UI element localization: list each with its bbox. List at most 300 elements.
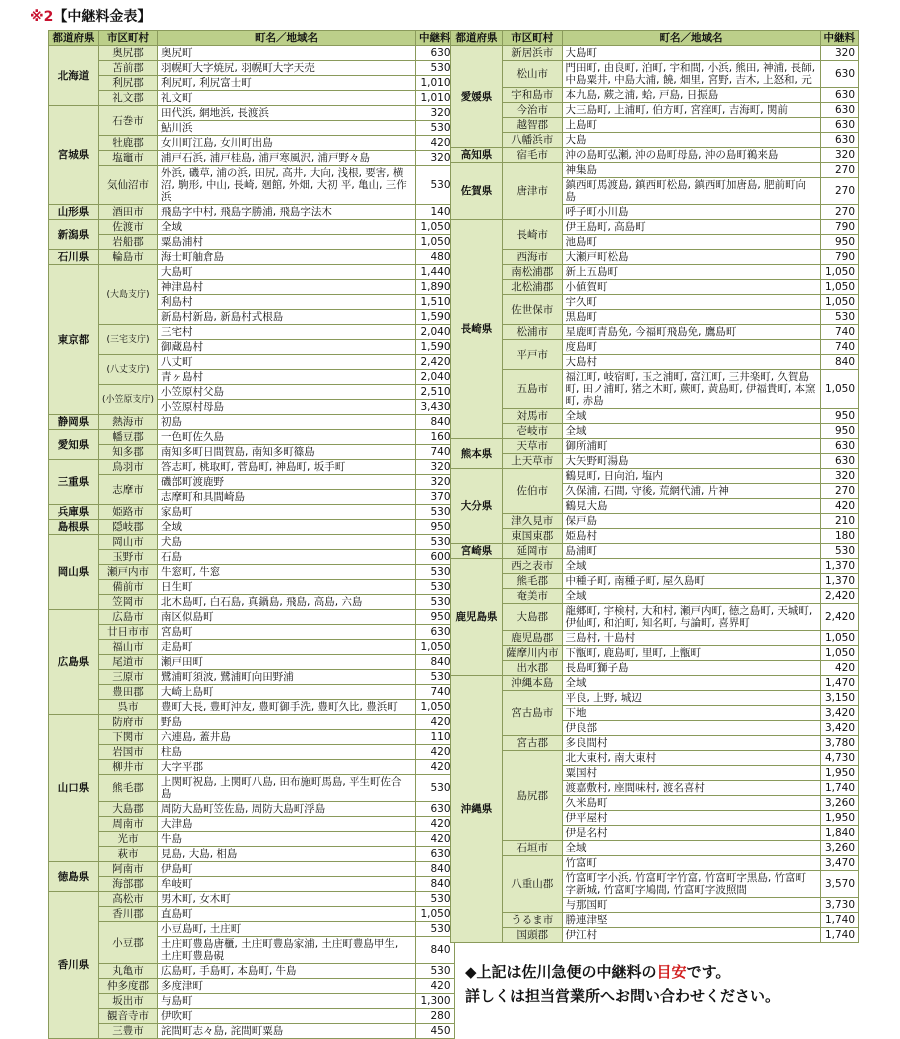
fee-cell: 530: [820, 310, 859, 325]
table-row: [49, 76, 455, 91]
town-cell: 本九島, 蕨之浦, 蛤, 戸島, 日振島: [562, 88, 820, 103]
footnote-highlight: 目安: [656, 963, 687, 981]
municipality-cell: 宮古島市: [503, 691, 563, 736]
town-cell: 大三島町, 上浦町, 伯方町, 宮窪町, 吉海町, 関前: [562, 103, 820, 118]
town-cell: 犬島: [158, 535, 416, 550]
relay-fee-table-left: [48, 30, 455, 1039]
municipality-cell: 平戸市: [503, 340, 563, 370]
town-cell: 小豆島町, 土庄町: [158, 922, 416, 937]
town-cell: 大島町: [158, 265, 416, 280]
municipality-cell: 下関市: [99, 730, 158, 745]
town-cell: 北大東村, 南大東村: [562, 751, 820, 766]
prefecture-cell: 鹿児島県: [451, 559, 503, 676]
municipality-cell: 佐渡市: [99, 220, 158, 235]
fee-cell: 270: [820, 178, 859, 205]
municipality-cell: 長崎市: [503, 220, 563, 250]
town-cell: 竹富町字小浜, 竹富町字竹富, 竹富町字黒島, 竹富町字新城, 竹富町字鳩間, 竹富町字波照間: [562, 871, 820, 898]
municipality-cell: 海部郡: [99, 877, 158, 892]
town-cell: 三島村, 十島村: [562, 631, 820, 646]
table-row: [451, 409, 859, 424]
municipality-cell: 志摩市: [99, 475, 158, 505]
municipality-cell: 佐世保市: [503, 295, 563, 325]
fee-cell: 160: [416, 430, 455, 445]
table-row: [49, 520, 455, 535]
table-row: [49, 685, 455, 700]
table-row: [451, 928, 859, 943]
fee-cell: 270: [820, 163, 859, 178]
municipality-cell: 熱海市: [99, 415, 158, 430]
municipality-cell: 宮古郡: [503, 736, 563, 751]
fee-cell: 840: [820, 355, 859, 370]
fee-cell: 1,740: [820, 913, 859, 928]
table-row: [49, 715, 455, 730]
town-cell: 羽幌町大字焼尻, 羽幌町大字天売: [158, 61, 416, 76]
fee-cell: 840: [416, 937, 455, 964]
town-cell: 大字平郡: [158, 760, 416, 775]
fee-cell: 840: [416, 415, 455, 430]
town-cell: 南区似島町: [158, 610, 416, 625]
municipality-cell: 国頭郡: [503, 928, 563, 943]
table-row: [49, 847, 455, 862]
municipality-cell: 香川郡: [99, 907, 158, 922]
table-row: [49, 907, 455, 922]
town-cell: 平良, 上野, 城辺: [562, 691, 820, 706]
municipality-cell: 宇和島市: [503, 88, 563, 103]
table-row: [49, 877, 455, 892]
header-town: 町名／地域名: [158, 31, 416, 46]
fee-cell: 1,050: [416, 907, 455, 922]
fee-cell: 600: [416, 550, 455, 565]
table-row: [451, 736, 859, 751]
table-row: [451, 340, 859, 355]
fee-cell: 1,050: [416, 700, 455, 715]
left-column: [48, 30, 455, 1039]
town-cell: 鶴見町, 日向泊, 塩内: [562, 469, 820, 484]
fee-cell: 270: [820, 205, 859, 220]
table-row: [49, 151, 455, 166]
municipality-cell: 備前市: [99, 580, 158, 595]
fee-cell: 740: [820, 340, 859, 355]
table-row: [49, 475, 455, 490]
municipality-cell: 福山市: [99, 640, 158, 655]
town-cell: 日生町: [158, 580, 416, 595]
town-cell: 大津島: [158, 817, 416, 832]
fee-cell: 630: [820, 103, 859, 118]
town-cell: 伊平屋村: [562, 811, 820, 826]
town-cell: 柱島: [158, 745, 416, 760]
table-row: [49, 595, 455, 610]
table-row: [451, 424, 859, 439]
town-cell: 直島町: [158, 907, 416, 922]
municipality-cell: 宿毛市: [503, 148, 563, 163]
municipality-cell: 気仙沼市: [99, 166, 158, 205]
fee-cell: 1,050: [820, 646, 859, 661]
municipality-cell: 対馬市: [503, 409, 563, 424]
branch-office-cell: (三宅支庁): [99, 325, 158, 355]
table-row: [451, 148, 859, 163]
table-row: [49, 979, 455, 994]
town-cell: 牛島: [158, 832, 416, 847]
table-row: [451, 631, 859, 646]
town-cell: 大島村: [562, 355, 820, 370]
town-cell: 鶴見大島: [562, 499, 820, 514]
table-row: [49, 610, 455, 625]
fee-cell: 1,050: [416, 640, 455, 655]
prefecture-cell: 山口県: [49, 715, 99, 862]
prefecture-cell: 山形県: [49, 205, 99, 220]
town-cell: 度島町: [562, 340, 820, 355]
town-cell: 男木町, 女木町: [158, 892, 416, 907]
table-row: [49, 862, 455, 877]
municipality-cell: 津久見市: [503, 514, 563, 529]
header-town: 町名／地域名: [562, 31, 820, 46]
fee-cell: 420: [416, 979, 455, 994]
table-row: [451, 280, 859, 295]
fee-cell: 530: [416, 565, 455, 580]
fee-cell: 3,260: [820, 841, 859, 856]
town-cell: 青ヶ島村: [158, 370, 416, 385]
municipality-cell: 鹿児島郡: [503, 631, 563, 646]
town-cell: 一色町佐久島: [158, 430, 416, 445]
table-row: [49, 220, 455, 235]
town-cell: 宮島町: [158, 625, 416, 640]
municipality-cell: 尾道市: [99, 655, 158, 670]
table-row: [49, 325, 455, 340]
table-row: [49, 535, 455, 550]
fee-cell: 530: [416, 892, 455, 907]
fee-cell: 530: [416, 61, 455, 76]
fee-cell: 630: [416, 46, 455, 61]
fee-cell: 450: [416, 1024, 455, 1039]
town-cell: 大矢野町湯島: [562, 454, 820, 469]
fee-cell: 420: [416, 817, 455, 832]
prefecture-cell: 三重県: [49, 460, 99, 505]
town-cell: 大島: [562, 133, 820, 148]
table-row: [49, 964, 455, 979]
town-cell: 八丈町: [158, 355, 416, 370]
fee-cell: 530: [416, 580, 455, 595]
town-cell: 与那国町: [562, 898, 820, 913]
town-cell: 小笠原村母島: [158, 400, 416, 415]
prefecture-cell: 岡山県: [49, 535, 99, 610]
fee-cell: 210: [820, 514, 859, 529]
town-cell: 礼文町: [158, 91, 416, 106]
fee-cell: 320: [416, 475, 455, 490]
fee-cell: 420: [820, 499, 859, 514]
town-cell: 見島, 大島, 相島: [158, 847, 416, 862]
fee-cell: 1,440: [416, 265, 455, 280]
table-row: [451, 559, 859, 574]
table-row: [451, 913, 859, 928]
table-row: [49, 775, 455, 802]
town-cell: 土庄町豊島唐櫃, 土庄町豊島家浦, 土庄町豊島甲生, 土庄町豊島硯: [158, 937, 416, 964]
fee-cell: 320: [820, 469, 859, 484]
table-row: [451, 691, 859, 706]
fee-cell: 530: [416, 121, 455, 136]
table-row: [49, 505, 455, 520]
table-row: [451, 514, 859, 529]
fee-cell: 320: [416, 106, 455, 121]
page-title: [30, 6, 151, 26]
town-cell: 大崎上島町: [158, 685, 416, 700]
table-row: [451, 676, 859, 691]
fee-cell: 950: [820, 409, 859, 424]
municipality-cell: 五島市: [503, 370, 563, 409]
town-cell: 神津島村: [158, 280, 416, 295]
fee-cell: 4,730: [820, 751, 859, 766]
municipality-cell: 石巻市: [99, 106, 158, 136]
table-header-row: [451, 31, 859, 46]
fee-cell: 3,420: [820, 721, 859, 736]
fee-cell: 2,040: [416, 370, 455, 385]
table-row: [49, 385, 455, 400]
municipality-cell: 広島市: [99, 610, 158, 625]
right-column: [450, 30, 859, 943]
fee-cell: 740: [820, 325, 859, 340]
table-row: [451, 325, 859, 340]
town-cell: 御蔵島村: [158, 340, 416, 355]
table-row: [49, 994, 455, 1009]
fee-cell: 630: [820, 133, 859, 148]
fee-cell: 530: [820, 544, 859, 559]
fee-cell: 1,050: [416, 220, 455, 235]
fee-cell: 2,420: [416, 355, 455, 370]
fee-cell: 180: [820, 529, 859, 544]
town-cell: 志摩町和具間崎島: [158, 490, 416, 505]
table-row: [49, 430, 455, 445]
table-row: [451, 454, 859, 469]
prefecture-cell: 熊本県: [451, 439, 503, 469]
fee-cell: 3,260: [820, 796, 859, 811]
town-cell: 伊王島町, 高島町: [562, 220, 820, 235]
header-municipality: 市区町村: [99, 31, 158, 46]
prefecture-cell: 徳島県: [49, 862, 99, 892]
fee-cell: 1,300: [416, 994, 455, 1009]
town-cell: 久保浦, 石間, 守後, 荒網代浦, 片神: [562, 484, 820, 499]
table-row: [49, 61, 455, 76]
municipality-cell: 豊田郡: [99, 685, 158, 700]
table-row: [49, 136, 455, 151]
municipality-cell: 岡山市: [99, 535, 158, 550]
town-cell: 新上五島町: [562, 265, 820, 280]
town-cell: 上関町祝島, 上関町八島, 田布施町馬島, 平生町佐合島: [158, 775, 416, 802]
table-row: [49, 625, 455, 640]
town-cell: 保戸島: [562, 514, 820, 529]
municipality-cell: 天草市: [503, 439, 563, 454]
town-cell: 全域: [158, 220, 416, 235]
town-cell: 石島: [158, 550, 416, 565]
table-row: [451, 118, 859, 133]
municipality-cell: 丸亀市: [99, 964, 158, 979]
town-cell: 龍郷町, 宇検村, 大和村, 瀬戸内町, 徳之島町, 天城町, 伊仙町, 和泊町, 知名町, 与論町, 喜界町: [562, 604, 820, 631]
fee-cell: 630: [416, 625, 455, 640]
municipality-cell: 幡豆郡: [99, 430, 158, 445]
fee-cell: 530: [416, 922, 455, 937]
town-cell: 小値賀町: [562, 280, 820, 295]
header-prefecture: 都道府県: [451, 31, 503, 46]
town-cell: 星鹿町青島免, 今福町飛島免, 鷹島町: [562, 325, 820, 340]
table-row: [49, 415, 455, 430]
prefecture-cell: 愛知県: [49, 430, 99, 460]
prefecture-cell: 愛媛県: [451, 46, 503, 148]
municipality-cell: 薩摩川内市: [503, 646, 563, 661]
fee-cell: 1,470: [820, 676, 859, 691]
fee-cell: 630: [416, 847, 455, 862]
table-row: [451, 220, 859, 235]
table-row: [451, 103, 859, 118]
footnote-text: ◆上記は佐川急便の中継料の: [465, 963, 657, 981]
town-cell: 中種子町, 南種子町, 屋久島町: [562, 574, 820, 589]
town-cell: 全域: [562, 589, 820, 604]
table-row: [49, 250, 455, 265]
town-cell: 磯部町渡鹿野: [158, 475, 416, 490]
fee-cell: 1,010: [416, 76, 455, 91]
municipality-cell: 西之表市: [503, 559, 563, 574]
municipality-cell: 岩国市: [99, 745, 158, 760]
fee-cell: 1,050: [820, 370, 859, 409]
fee-cell: 1,050: [820, 265, 859, 280]
table-row: [451, 46, 859, 61]
fee-cell: 420: [416, 745, 455, 760]
prefecture-cell: 高知県: [451, 148, 503, 163]
municipality-cell: 佐伯市: [503, 469, 563, 514]
table-row: [451, 751, 859, 766]
prefecture-cell: 長崎県: [451, 220, 503, 439]
fee-cell: 740: [416, 685, 455, 700]
fee-cell: 530: [416, 964, 455, 979]
table-row: [49, 445, 455, 460]
town-cell: 鮎川浜: [158, 121, 416, 136]
municipality-cell: うるま市: [503, 913, 563, 928]
fee-cell: 2,510: [416, 385, 455, 400]
municipality-cell: 玉野市: [99, 550, 158, 565]
fee-cell: 3,780: [820, 736, 859, 751]
table-row: [49, 700, 455, 715]
town-cell: 渡嘉敷村, 座間味村, 渡名喜村: [562, 781, 820, 796]
town-cell: 伊江村: [562, 928, 820, 943]
fee-cell: 530: [416, 505, 455, 520]
table-row: [49, 655, 455, 670]
fee-cell: 420: [416, 760, 455, 775]
table-row: [451, 661, 859, 676]
fee-cell: 790: [820, 250, 859, 265]
municipality-cell: 岩船郡: [99, 235, 158, 250]
municipality-cell: 苫前郡: [99, 61, 158, 76]
fee-cell: 1,050: [416, 235, 455, 250]
fee-cell: 1,840: [820, 826, 859, 841]
town-cell: 六連島, 蓋井島: [158, 730, 416, 745]
table-row: [49, 1009, 455, 1024]
town-cell: 小笠原村父島: [158, 385, 416, 400]
town-cell: 多度津町: [158, 979, 416, 994]
fee-cell: 630: [820, 454, 859, 469]
table-header-row: [49, 31, 455, 46]
town-cell: 大瀬戸町松島: [562, 250, 820, 265]
fee-cell: 320: [416, 151, 455, 166]
footnote-line-2: 詳しくは担当営業所へお問い合わせください。: [465, 987, 781, 1005]
table-row: [451, 529, 859, 544]
fee-cell: 320: [416, 460, 455, 475]
fee-cell: 280: [416, 1009, 455, 1024]
town-cell: 粟国村: [562, 766, 820, 781]
table-row: [49, 760, 455, 775]
town-cell: 三宅村: [158, 325, 416, 340]
municipality-cell: 越智郡: [503, 118, 563, 133]
town-cell: 全域: [562, 424, 820, 439]
town-cell: 下甑町, 鹿島町, 里町, 上甑町: [562, 646, 820, 661]
town-cell: 初島: [158, 415, 416, 430]
town-cell: 宇久町: [562, 295, 820, 310]
fee-cell: 840: [416, 655, 455, 670]
town-cell: 大島町: [562, 46, 820, 61]
fee-cell: 530: [416, 535, 455, 550]
fee-cell: 1,950: [820, 811, 859, 826]
municipality-cell: 仲多度郡: [99, 979, 158, 994]
fee-cell: 530: [416, 166, 455, 205]
table-row: [49, 355, 455, 370]
table-row: [451, 370, 859, 409]
footnote: [465, 960, 780, 1008]
table-row: [451, 439, 859, 454]
title-mark: ※2: [30, 9, 54, 25]
municipality-cell: 酒田市: [99, 205, 158, 220]
municipality-cell: 北松浦郡: [503, 280, 563, 295]
fee-cell: 420: [416, 832, 455, 847]
town-cell: 牛窓町, 牛窓: [158, 565, 416, 580]
prefecture-cell: 宮崎県: [451, 544, 503, 559]
prefecture-cell: 香川県: [49, 892, 99, 1039]
prefecture-cell: 北海道: [49, 46, 99, 106]
fee-cell: 790: [820, 220, 859, 235]
town-cell: 伊是名村: [562, 826, 820, 841]
fee-cell: 1,950: [820, 766, 859, 781]
table-row: [451, 265, 859, 280]
town-cell: 多良間村: [562, 736, 820, 751]
header-fee: 中継料: [820, 31, 859, 46]
municipality-cell: 松浦市: [503, 325, 563, 340]
fee-cell: 3,470: [820, 856, 859, 871]
fee-cell: 3,730: [820, 898, 859, 913]
fee-cell: 2,420: [820, 589, 859, 604]
prefecture-cell: 兵庫県: [49, 505, 99, 520]
municipality-cell: 三原市: [99, 670, 158, 685]
fee-cell: 420: [416, 715, 455, 730]
municipality-cell: 南松浦郡: [503, 265, 563, 280]
municipality-cell: 呉市: [99, 700, 158, 715]
table-row: [49, 817, 455, 832]
footnote-line-1: [465, 960, 780, 984]
table-row: [451, 61, 859, 88]
table-row: [451, 589, 859, 604]
town-cell: 周防大島町笠佐島, 周防大島町浮島: [158, 802, 416, 817]
fee-cell: 840: [416, 862, 455, 877]
municipality-cell: 三豊市: [99, 1024, 158, 1039]
town-cell: 外浜, 磯草, 浦の浜, 田尻, 高井, 大向, 浅根, 要害, 横沼, 駒形, 中山, 長崎, 廻館, 外畑, 大初 平, 亀山, 三作浜: [158, 166, 416, 205]
table-row: [49, 106, 455, 121]
municipality-cell: 防府市: [99, 715, 158, 730]
table-row: [49, 460, 455, 475]
municipality-cell: 鳥羽市: [99, 460, 158, 475]
table-row: [49, 550, 455, 565]
title-text: 【中継料金表】: [53, 9, 152, 25]
fee-cell: 370: [416, 490, 455, 505]
municipality-cell: 大島郡: [503, 604, 563, 631]
municipality-cell: 周南市: [99, 817, 158, 832]
town-cell: 全域: [562, 559, 820, 574]
town-cell: 門田町, 由良町, 泊町, 宇和間, 小浜, 熊田, 神浦, 長師, 中島粟井, 中島大浦, 饒, 畑里, 宮野, 吉木, 上怒和, 元: [562, 61, 820, 88]
town-cell: 伊良部: [562, 721, 820, 736]
municipality-cell: 松山市: [503, 61, 563, 88]
